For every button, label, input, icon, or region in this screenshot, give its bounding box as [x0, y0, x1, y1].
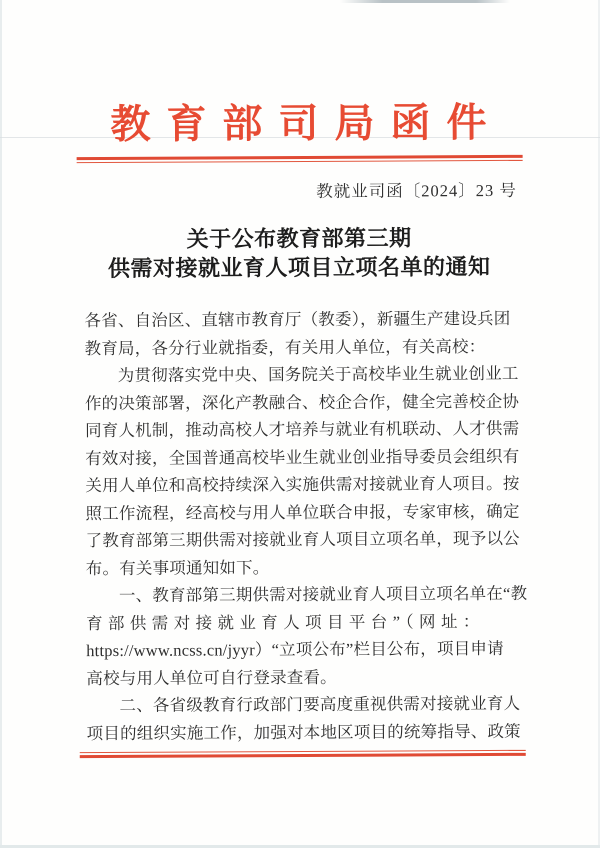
letterhead-masthead: 教育部司局函件: [110, 99, 503, 147]
body-line: 同育人机制，推动高校人才培养与就业有机联动、人才供需: [85, 418, 520, 441]
body-line: 作的决策部署，深化产教融合、校企合作，健全完善校企协: [84, 391, 520, 413]
document-number: 教就业司函〔2024〕23 号: [316, 180, 517, 201]
body-line: 二、各省级教育行政部门要高度重视供需对接就业育人: [119, 693, 521, 715]
body-line: 一、教育部第三期供需对接就业育人项目立项名单在“教: [118, 583, 528, 605]
body-line: 有效对接，全国普通高校毕业生就业创业指导委员会组织有: [85, 446, 520, 468]
notice-title-line-2: 供需对接就业育人项目立项名单的通知: [107, 254, 491, 282]
body-line: 项目的组织实施工作，加强对本地区项目的统筹指导、政策: [86, 721, 521, 743]
notice-title: [0, 222, 599, 283]
body-line: 教育局，各分行业就指委，有关用人单位，有关高校：: [84, 336, 486, 358]
red-double-rule-bottom: [80, 750, 526, 758]
body-line: 育部供需对接就业育人项目平台”（网址：: [86, 611, 485, 633]
body-line: 高校与用人单位可自行登录查看。: [86, 667, 337, 688]
body-line: 布。有关事项通知如下。: [85, 557, 270, 578]
body-line-with-url: https://www.ncss.cn/jyyr）“立项公布”栏目公布，项目申请: [86, 638, 504, 661]
body-line: 照工作流程，经高校与用人单位联合申报，专家审核，确定: [85, 501, 520, 523]
body-line: 关用人单位和高校持续深入实施供需对接就业育人项目。按: [85, 473, 520, 496]
notice-body: [84, 305, 528, 747]
body-line: 为贯彻落实党中央、国务院关于高校毕业生就业创业工: [117, 363, 519, 385]
body-line: 了教育部第三期供需对接就业育人项目立项名单，现予以公: [85, 528, 520, 551]
notice-title-line-1: 关于公布教育部第三期: [186, 225, 412, 252]
red-double-rule-top: [77, 155, 523, 163]
body-line: 各省、自治区、直辖市教育厅（教委），新疆生产建设兵团: [84, 308, 511, 331]
